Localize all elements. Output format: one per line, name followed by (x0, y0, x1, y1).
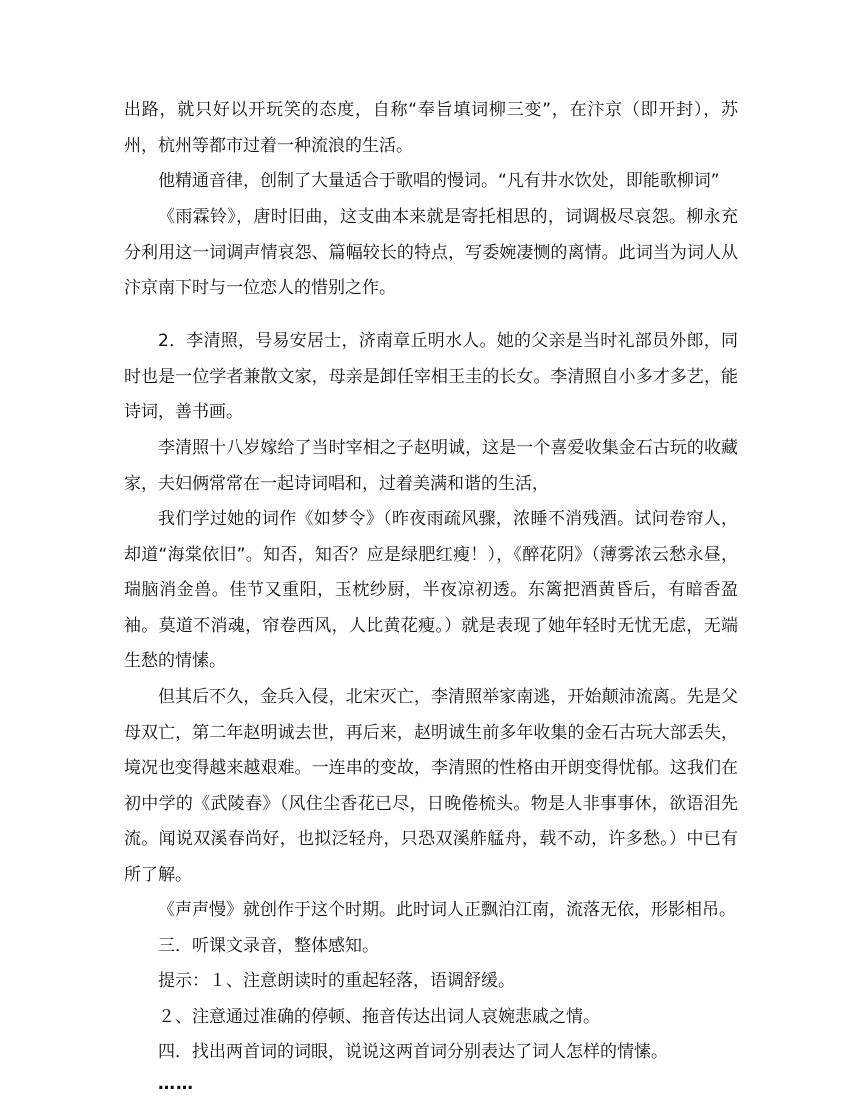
paragraph-li-qingzhao-intro: 2．李清照，号易安居士，济南章丘明水人。她的父亲是当时礼部员外郎，同时也是一位学者兼散文家，母亲是卸任宰相王圭的长女。李清照自小多才多艺，能诗词，善书画。 (124, 331, 738, 422)
paragraph-li-qingzhao-marriage: 李清照十八岁嫁给了当时宰相之子赵明诚，这是一个喜爱收集金石古玩的收藏家，夫妇俩常常在一起诗词唱和，过着美满和谐的生活， (124, 438, 738, 494)
paragraph-tip-2: ２、注意通过准确的停顿、拖音传达出词人哀婉悲戚之情。 (158, 1007, 600, 1027)
paragraph-later-life: 但其后不久，金兵入侵，北宋灭亡，李清照举家南逃，开始颠沛流离。先是父母双亡，第二年赵明诚去世，再后来，赵明诚生前多年收集的金石古玩大部丢失，境况也变得越来越艰难。一连串的变故，李清照的性格由开朗变得忧郁。这我们在初中学的《武陵春》（风住尘香花已尽，日晚倦梳头。物是人非事事休，欲语泪先流。闻说双溪春尚好，也拟泛轻舟，只恐双溪舴艋舟，载不动，许多愁。）中已有所了解。 (124, 687, 738, 885)
paragraph-sheng-sheng-man: 《声声慢》就创作于这个时期。此时词人正飘泊江南，流落无依，形影相吊。 (158, 900, 736, 920)
paragraph-liu-yong-life: 出路，就只好以开玩笑的态度，自称“奉旨填词柳三变”，在汴京（即开封），苏州，杭州等都市过着一种流浪的生活。 (124, 100, 738, 156)
paragraph-tip-1: 提示：１、注意朗读时的重起轻落，语调舒缓。 (158, 971, 515, 991)
section-heading-listen: 三．听课文录音，整体感知。 (158, 936, 379, 956)
paragraph-yu-lin-ling: 《雨霖铃》，唐时旧曲，这支曲本来就是寄托相思的，词调极尽哀怨。柳永充分利用这一词调声情哀怨、篇幅较长的特点，写委婉凄恻的离情。此词当为词人从汴京南下时与一位恋人的惜别之作。 (124, 207, 738, 298)
paragraph-liu-yong-music: 他精通音律，创制了大量适合于歌唱的慢词。“凡有井水饮处，即能歌柳词” (158, 171, 720, 191)
paragraph-early-works: 我们学过她的词作《如梦令》（昨夜雨疏风骤，浓睡不消残酒。试问卷帘人，却道“海棠依旧”。知否，知否？应是绿肥红瘦！），《醉花阴》（薄雾浓云愁永昼，瑞脑消金兽。佳节又重阳，玉枕纱厨，半夜凉初透。东篱把酒黄昏后，有暗香盈袖。莫道不消魂，帘卷西风，人比黄花瘦。）就是表现了她年轻时无忧无虑，无端生愁的情愫。 (124, 509, 738, 671)
section-heading-key-words: 四．找出两首词的词眼，说说这两首词分别表达了词人怎样的情愫。 (158, 1042, 668, 1062)
ellipsis: …… (158, 1074, 194, 1094)
